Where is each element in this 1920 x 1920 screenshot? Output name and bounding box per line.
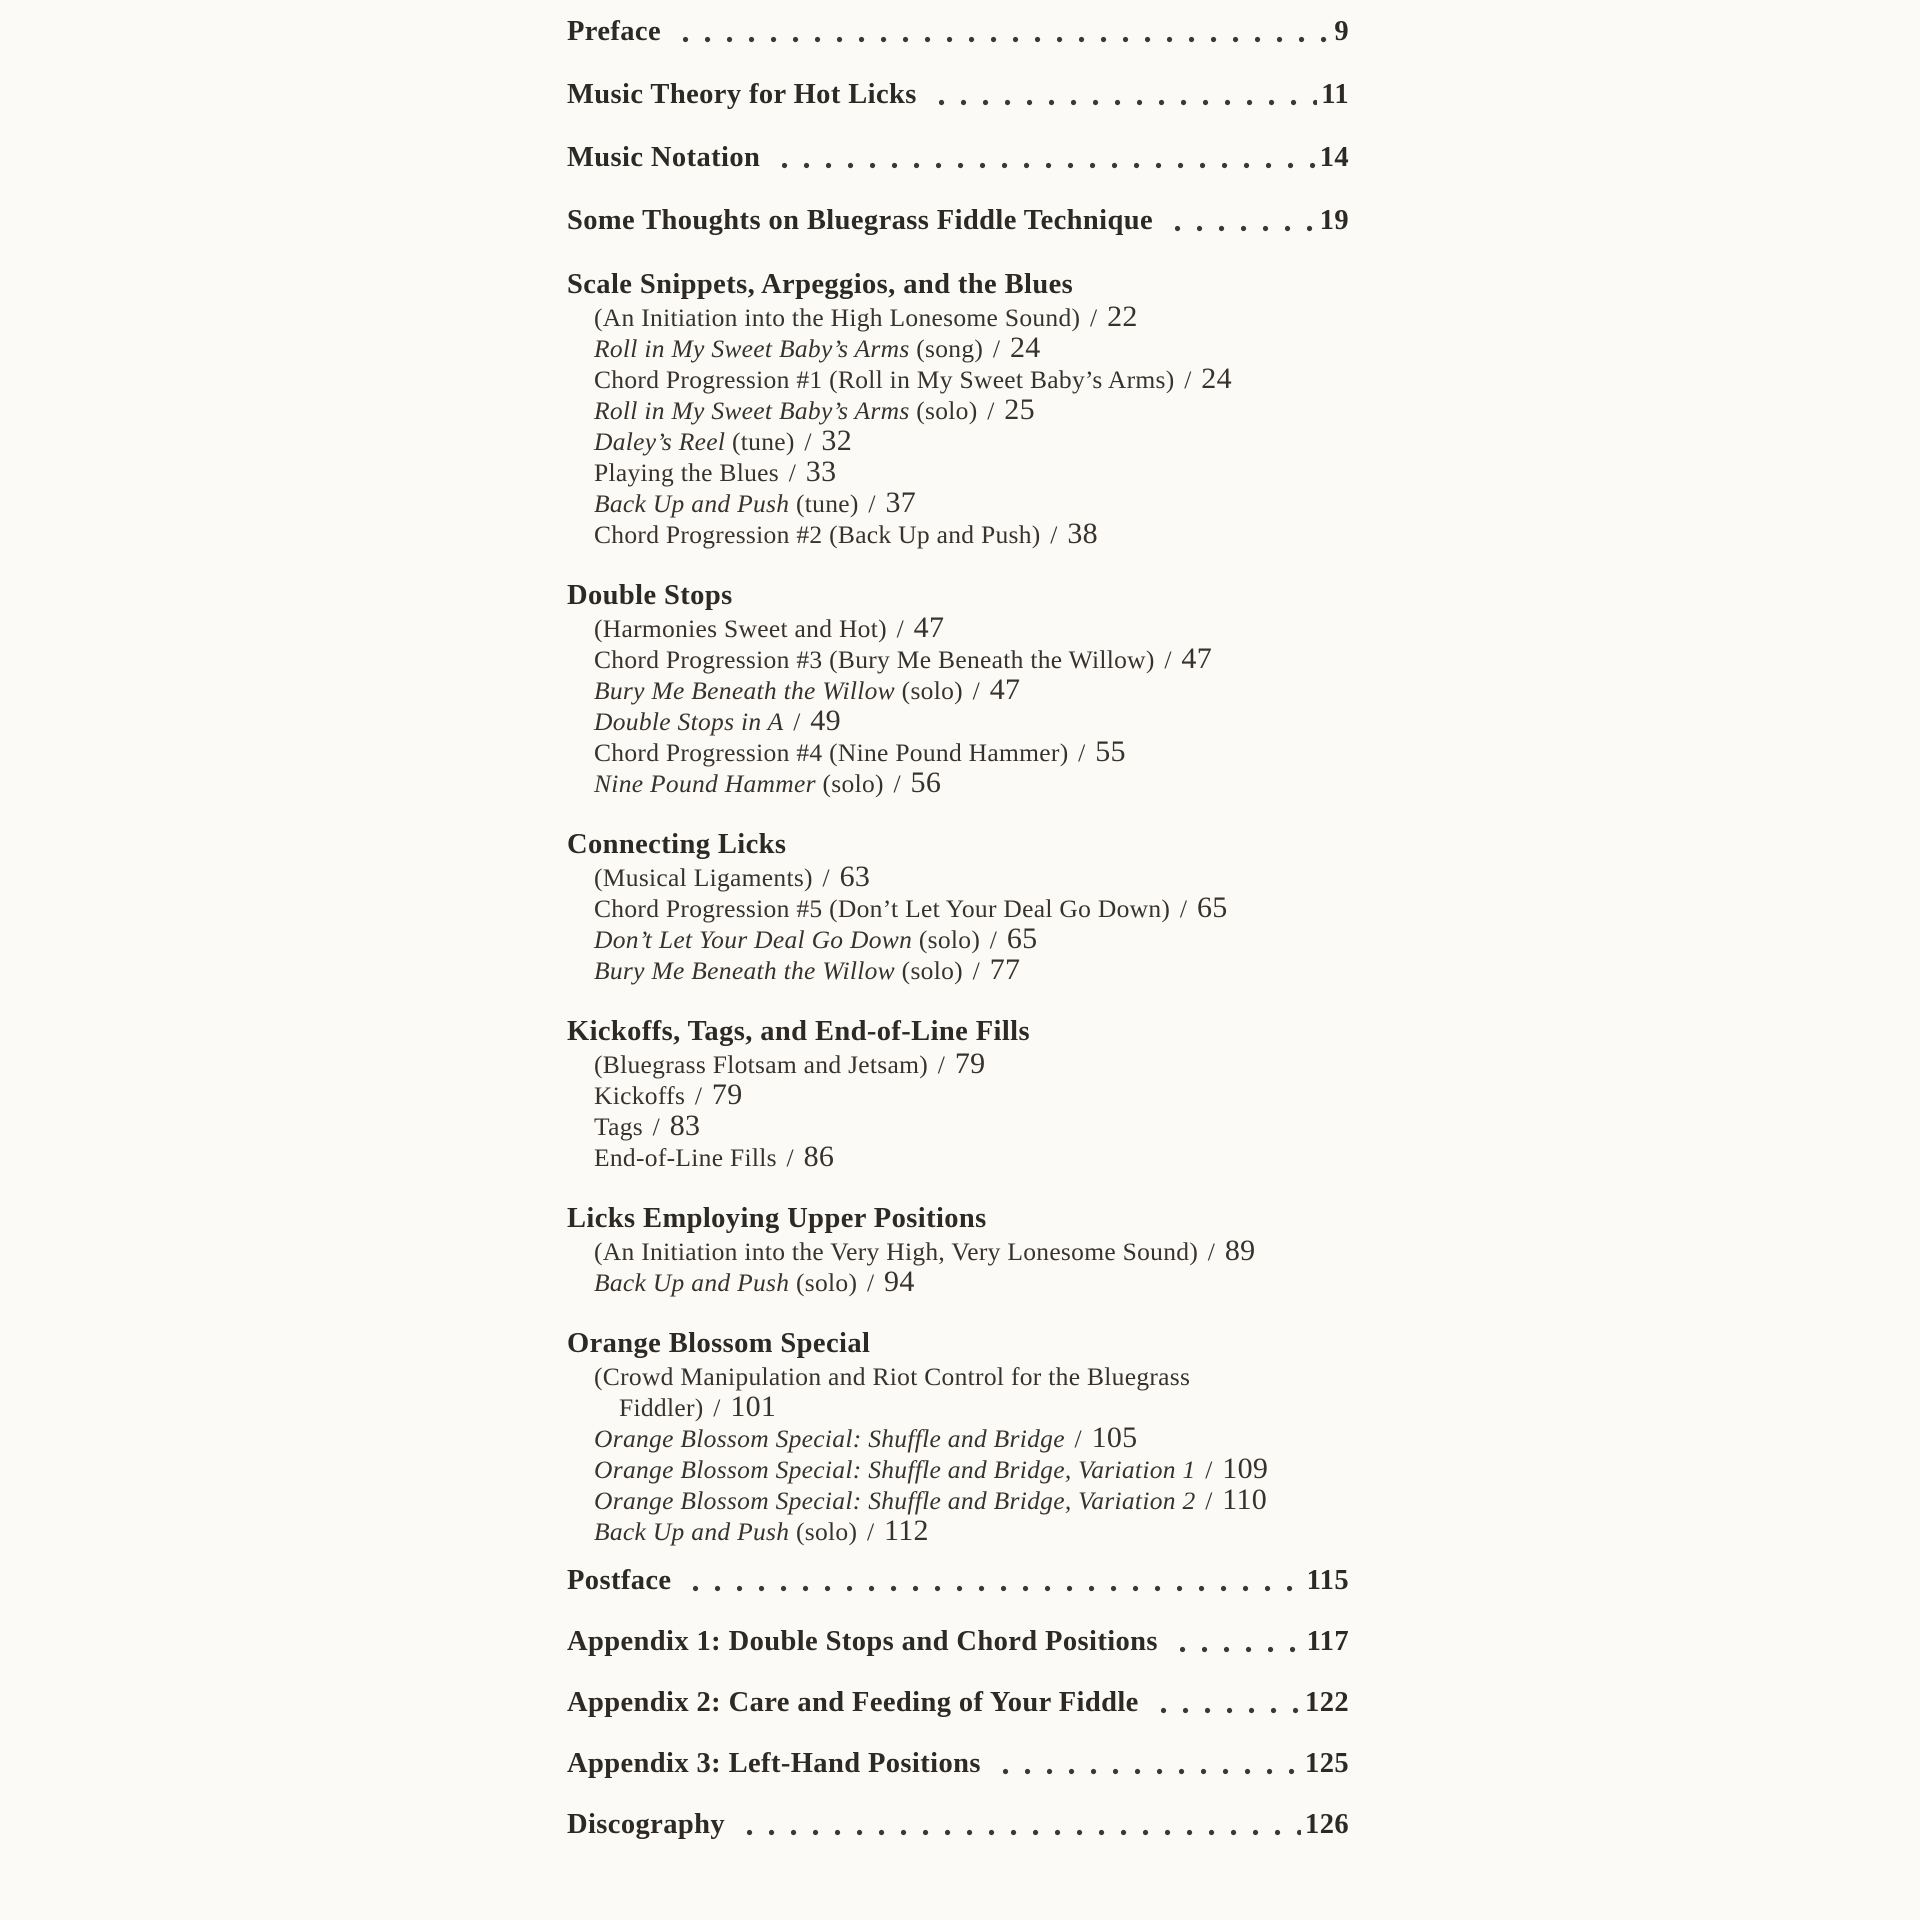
item-page: 47 — [989, 673, 1021, 706]
item-text: (solo) — [894, 956, 963, 985]
toc-entry-row — [567, 77, 1349, 113]
toc-entry-page: 11 — [1321, 79, 1349, 110]
toc-entry-title: Music Notation — [567, 142, 761, 173]
section-item — [567, 1423, 1349, 1454]
toc-section — [567, 1201, 1349, 1298]
section-item — [567, 426, 1349, 457]
toc-entry-title: Music Theory for Hot Licks — [567, 79, 917, 110]
dot-leader — [939, 99, 1318, 106]
section-item — [567, 893, 1349, 924]
toc-section — [567, 267, 1349, 550]
toc-sections — [567, 267, 1349, 1547]
item-page: 65 — [1196, 891, 1228, 924]
section-item — [567, 1516, 1349, 1547]
toc-section — [567, 1326, 1349, 1547]
section-item — [567, 1485, 1349, 1516]
slash-separator: / — [1177, 365, 1199, 394]
slash-separator: / — [889, 614, 911, 643]
section-item — [567, 644, 1349, 675]
toc-entry-row — [567, 1807, 1349, 1843]
slash-separator: / — [983, 925, 1004, 954]
slash-separator: / — [797, 427, 819, 456]
toc-entry-page: 9 — [1334, 16, 1349, 47]
slash-separator: / — [861, 489, 883, 518]
item-text: (Bluegrass Flotsam and Jetsam) — [594, 1050, 929, 1079]
item-title-italic: Roll in My Sweet Baby’s Arms — [594, 396, 910, 425]
toc-entry-title: Preface — [567, 16, 662, 47]
slash-separator: / — [786, 707, 808, 736]
section-item — [567, 364, 1349, 395]
slash-separator: / — [1083, 303, 1105, 332]
section-item — [567, 1361, 1349, 1423]
slash-separator: / — [815, 863, 837, 892]
section-item — [567, 1142, 1349, 1173]
slash-separator: / — [986, 334, 1007, 363]
item-page: 101 — [730, 1390, 777, 1423]
section-item — [567, 955, 1349, 986]
toc-entry-page: 125 — [1305, 1748, 1349, 1779]
section-item — [567, 768, 1349, 799]
section-item — [567, 924, 1349, 955]
item-text: (solo) — [815, 769, 884, 798]
item-title-italic: Don’t Let Your Deal Go Down — [594, 925, 913, 954]
dot-leader — [1161, 1707, 1301, 1714]
toc-entry-title: Postface — [567, 1565, 672, 1596]
toc-entry-row — [567, 1563, 1349, 1599]
item-page: 56 — [910, 766, 942, 799]
item-page: 32 — [821, 424, 853, 457]
item-continuation-line — [594, 1392, 1349, 1423]
section-item — [567, 488, 1349, 519]
item-page: 112 — [884, 1514, 929, 1547]
section-item — [567, 1236, 1349, 1267]
item-title-italic: Orange Blossom Special: Shuffle and Bridge, Variation 1 — [594, 1455, 1196, 1484]
section-item — [567, 1049, 1349, 1080]
item-title-italic: Double Stops in A — [594, 707, 784, 736]
section-item — [567, 519, 1349, 550]
section-item — [567, 457, 1349, 488]
item-text: Playing the Blues — [594, 458, 780, 487]
item-page: 37 — [885, 486, 917, 519]
slash-separator: / — [965, 956, 987, 985]
item-text: (Crowd Manipulation and Riot Control for the Bluegrass — [594, 1362, 1191, 1391]
slash-separator: / — [886, 769, 908, 798]
slash-separator: / — [1071, 738, 1093, 767]
item-text: Kickoffs — [594, 1081, 686, 1110]
toc-entry-page: 14 — [1319, 142, 1349, 173]
item-text: (solo) — [912, 925, 981, 954]
toc-entry-page: 122 — [1305, 1687, 1349, 1718]
section-item — [567, 1080, 1349, 1111]
item-text: (solo) — [789, 1517, 858, 1546]
section-item — [567, 1111, 1349, 1142]
item-text: (solo) — [894, 676, 963, 705]
section-item — [567, 395, 1349, 426]
slash-separator: / — [782, 458, 803, 487]
toc-entry-title: Some Thoughts on Bluegrass Fiddle Technique — [567, 205, 1154, 236]
item-title-italic: Back Up and Push — [594, 1268, 790, 1297]
toc-entry-title: Appendix 2: Care and Feeding of Your Fiddle — [567, 1687, 1139, 1718]
item-title-italic: Back Up and Push — [594, 489, 790, 518]
section-item — [567, 1267, 1349, 1298]
slash-separator: / — [860, 1268, 882, 1297]
section-heading: Scale Snippets, Arpeggios, and the Blues — [567, 269, 1074, 300]
item-title-italic: Bury Me Beneath the Willow — [594, 676, 895, 705]
section-item — [567, 737, 1349, 768]
slash-separator: / — [1201, 1237, 1222, 1266]
slash-separator: / — [1067, 1424, 1089, 1453]
item-title-italic: Nine Pound Hammer — [594, 769, 816, 798]
item-text: Chord Progression #5 (Don’t Let Your Deal Go Down) — [594, 894, 1171, 923]
slash-separator: / — [860, 1517, 882, 1546]
toc-entry-row — [567, 203, 1349, 239]
item-title-italic: Orange Blossom Special: Shuffle and Bridge, Variation 2 — [594, 1486, 1196, 1515]
item-page: 86 — [803, 1140, 835, 1173]
item-page: 105 — [1091, 1421, 1138, 1454]
dot-leader — [1003, 1768, 1301, 1775]
dot-leader — [1175, 225, 1316, 232]
item-text: Chord Progression #4 (Nine Pound Hammer) — [594, 738, 1069, 767]
slash-separator: / — [1173, 894, 1194, 923]
slash-separator: / — [706, 1393, 728, 1422]
item-page: 79 — [954, 1047, 986, 1080]
item-page: 55 — [1095, 735, 1126, 768]
slash-separator: / — [1198, 1486, 1220, 1515]
item-text: (Harmonies Sweet and Hot) — [594, 614, 887, 643]
toc-entry-page: 126 — [1305, 1809, 1349, 1840]
item-text: Chord Progression #1 (Roll in My Sweet Baby’s Arms) — [594, 365, 1175, 394]
dot-leader — [782, 162, 1315, 169]
toc-entry-title: Appendix 1: Double Stops and Chord Positions — [567, 1626, 1158, 1657]
item-text: (tune) — [789, 489, 859, 518]
section-item — [567, 706, 1349, 737]
item-title-italic: Bury Me Beneath the Willow — [594, 956, 895, 985]
slash-separator: / — [779, 1143, 801, 1172]
toc-entry-page: 19 — [1319, 205, 1349, 236]
item-page: 33 — [805, 455, 837, 488]
toc-entry-row — [567, 14, 1349, 50]
item-page: 89 — [1224, 1234, 1256, 1267]
section-heading: Orange Blossom Special — [567, 1328, 871, 1359]
item-title-italic: Back Up and Push — [594, 1517, 790, 1546]
slash-separator: / — [688, 1081, 709, 1110]
item-page: 63 — [839, 860, 871, 893]
toc-entry-row — [567, 1746, 1349, 1782]
slash-separator: / — [1043, 520, 1065, 549]
item-page: 25 — [1004, 393, 1035, 426]
section-item — [567, 862, 1349, 893]
item-page: 110 — [1222, 1483, 1268, 1516]
dot-leader — [747, 1829, 1301, 1836]
dot-leader — [683, 36, 1330, 43]
item-page: 94 — [884, 1265, 915, 1298]
item-page: 47 — [1181, 642, 1213, 675]
item-text: Fiddler) — [619, 1393, 704, 1422]
toc-bottom-entries — [567, 1563, 1349, 1843]
item-page: 79 — [711, 1078, 743, 1111]
item-page: 24 — [1201, 362, 1232, 395]
slash-separator: / — [646, 1112, 667, 1141]
toc-entry-page: 115 — [1306, 1565, 1349, 1596]
section-item — [567, 613, 1349, 644]
item-page: 47 — [913, 611, 945, 644]
section-item — [567, 333, 1349, 364]
toc-entry-row — [567, 1685, 1349, 1721]
item-text: (An Initiation into the High Lonesome Sound) — [594, 303, 1081, 332]
section-heading: Connecting Licks — [567, 829, 787, 860]
toc-section — [567, 827, 1349, 986]
slash-separator: / — [1198, 1455, 1220, 1484]
item-page: 22 — [1107, 300, 1138, 333]
item-page: 49 — [810, 704, 841, 737]
item-text: (solo) — [909, 396, 978, 425]
dot-leader — [693, 1585, 1302, 1592]
toc-entry-row — [567, 140, 1349, 176]
item-text: (song) — [909, 334, 984, 363]
item-text: Chord Progression #2 (Back Up and Push) — [594, 520, 1041, 549]
item-text: (Musical Ligaments) — [594, 863, 813, 892]
item-title-italic: Roll in My Sweet Baby’s Arms — [594, 334, 910, 363]
toc-section — [567, 578, 1349, 799]
item-title-italic: Daley’s Reel — [594, 427, 726, 456]
slash-separator: / — [980, 396, 1002, 425]
section-heading: Licks Employing Upper Positions — [567, 1203, 987, 1234]
table-of-contents — [567, 14, 1349, 1868]
item-text: Chord Progression #3 (Bury Me Beneath the Willow) — [594, 645, 1155, 674]
toc-entry-title: Appendix 3: Left-Hand Positions — [567, 1748, 981, 1779]
item-page: 83 — [669, 1109, 701, 1142]
item-page: 77 — [989, 953, 1021, 986]
item-title-italic: Orange Blossom Special: Shuffle and Bridge — [594, 1424, 1065, 1453]
dot-leader — [1180, 1646, 1303, 1653]
section-item — [567, 675, 1349, 706]
item-text: Tags — [594, 1112, 643, 1141]
toc-entry-row — [567, 1624, 1349, 1660]
toc-section — [567, 1014, 1349, 1173]
item-page: 65 — [1006, 922, 1038, 955]
item-text: (solo) — [789, 1268, 858, 1297]
item-page: 38 — [1067, 517, 1098, 550]
section-heading: Double Stops — [567, 580, 733, 611]
item-text: End-of-Line Fills — [594, 1143, 777, 1172]
section-item — [567, 302, 1349, 333]
toc-top-entries — [567, 14, 1349, 239]
section-item — [567, 1454, 1349, 1485]
toc-entry-title: Discography — [567, 1809, 725, 1840]
section-heading: Kickoffs, Tags, and End-of-Line Fills — [567, 1016, 1030, 1047]
item-text: (An Initiation into the Very High, Very Lonesome Sound) — [594, 1237, 1199, 1266]
item-page: 24 — [1009, 331, 1041, 364]
item-page: 109 — [1222, 1452, 1269, 1485]
slash-separator: / — [1157, 645, 1179, 674]
slash-separator: / — [965, 676, 987, 705]
item-text: (tune) — [725, 427, 795, 456]
slash-separator: / — [931, 1050, 952, 1079]
toc-entry-page: 117 — [1306, 1626, 1349, 1657]
